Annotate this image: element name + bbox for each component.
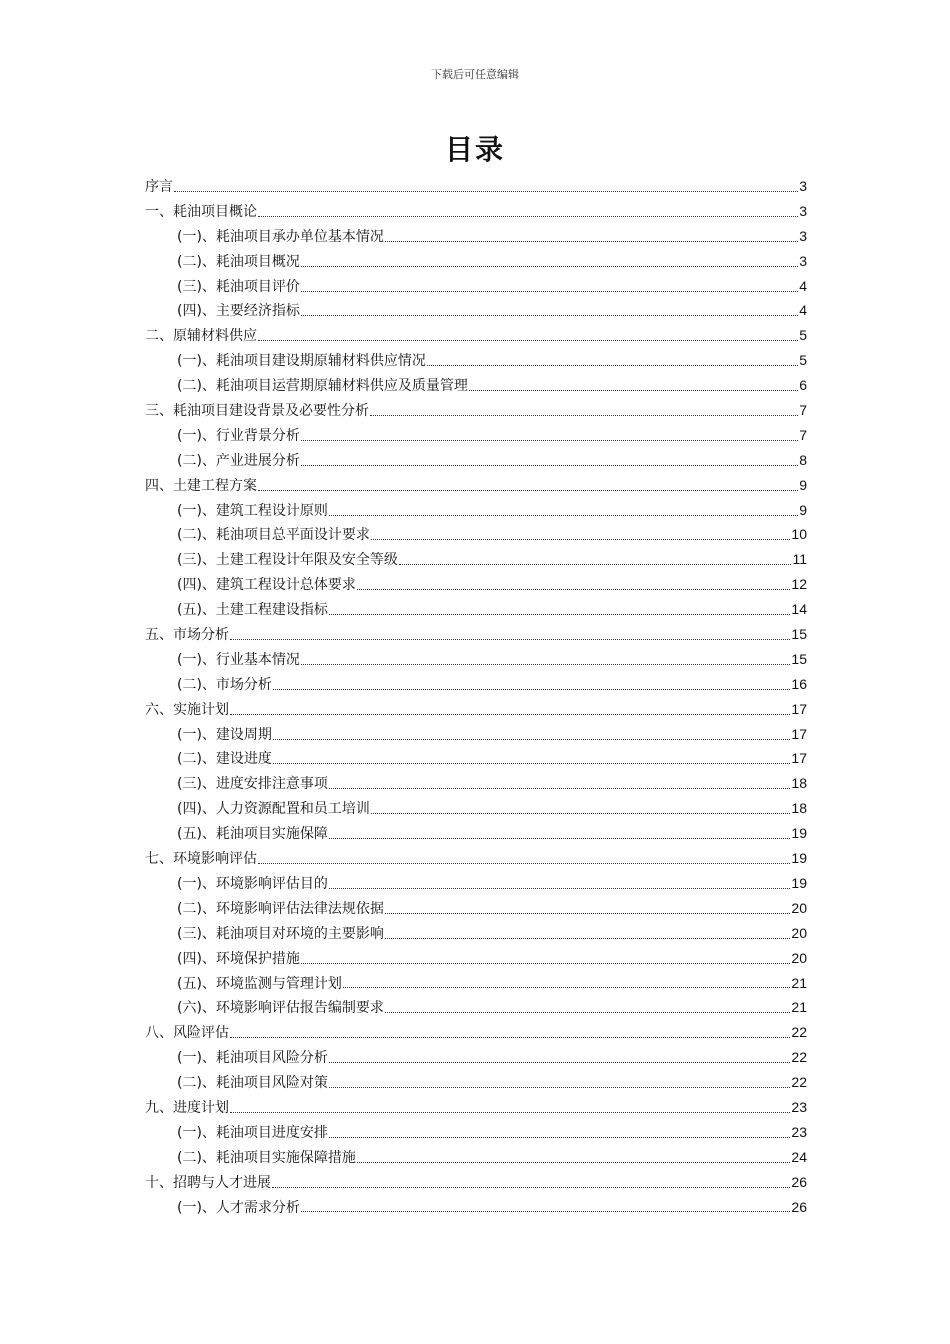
toc-dot-leader bbox=[272, 1187, 790, 1188]
toc-dot-leader bbox=[385, 913, 790, 914]
toc-entry-label: (三)、土建工程设计年限及安全等级 bbox=[177, 552, 398, 569]
toc-dot-leader bbox=[329, 1062, 790, 1063]
toc-entry-page-number: 4 bbox=[799, 302, 807, 319]
toc-entry[interactable] bbox=[145, 448, 807, 473]
toc-entry-page-number: 26 bbox=[791, 1173, 807, 1190]
toc-entry-label: (一)、耗油项目建设期原辅材料供应情况 bbox=[177, 353, 426, 370]
toc-entry-label: (一)、人才需求分析 bbox=[177, 1199, 300, 1216]
toc-entry-label: (一)、耗油项目风险分析 bbox=[177, 1050, 328, 1067]
toc-dot-leader bbox=[258, 340, 798, 341]
toc-dot-leader bbox=[230, 639, 790, 640]
toc-dot-leader bbox=[258, 863, 790, 864]
toc-dot-leader bbox=[357, 589, 790, 590]
toc-entry[interactable] bbox=[145, 572, 807, 597]
toc-entry[interactable] bbox=[145, 249, 807, 274]
toc-entry-page-number: 23 bbox=[791, 1123, 807, 1140]
toc-entry[interactable] bbox=[145, 498, 807, 523]
toc-entry-page-number: 3 bbox=[799, 178, 807, 194]
toc-entry-label: (二)、耗油项目运营期原辅材料供应及质量管理 bbox=[177, 378, 468, 395]
toc-dot-leader bbox=[399, 564, 792, 565]
toc-entry-label: (二)、环境影响评估法律法规依据 bbox=[177, 900, 384, 917]
toc-entry[interactable] bbox=[145, 1120, 807, 1145]
toc-entry-label: 十、招聘与人才进展 bbox=[145, 1174, 271, 1191]
toc-dot-leader bbox=[230, 1037, 790, 1038]
toc-entry-label: (二)、建设进度 bbox=[177, 751, 272, 768]
toc-entry-label: (二)、耗油项目概况 bbox=[177, 253, 300, 270]
toc-entry-page-number: 18 bbox=[791, 800, 807, 817]
toc-entry[interactable] bbox=[145, 1095, 807, 1120]
toc-entry-page-number: 19 bbox=[791, 874, 807, 891]
toc-entry[interactable] bbox=[145, 1070, 807, 1095]
toc-entry-label: (三)、耗油项目对环境的主要影响 bbox=[177, 925, 384, 942]
toc-entry-page-number: 14 bbox=[791, 601, 807, 618]
toc-dot-leader bbox=[258, 216, 798, 217]
toc-entry-page-number: 3 bbox=[799, 202, 807, 219]
toc-entry-label: (二)、市场分析 bbox=[177, 676, 272, 693]
toc-entry-label: (六)、环境影响评估报告编制要求 bbox=[177, 1000, 384, 1017]
toc-dot-leader bbox=[301, 963, 790, 964]
toc-dot-leader bbox=[371, 539, 790, 540]
toc-entry-page-number: 4 bbox=[799, 277, 807, 294]
toc-entry-label: 八、风险评估 bbox=[145, 1025, 229, 1042]
toc-entry-label: (五)、耗油项目实施保障 bbox=[177, 826, 328, 843]
toc-entry-page-number: 18 bbox=[791, 775, 807, 792]
toc-entry[interactable] bbox=[145, 971, 807, 996]
toc-entry-label: (五)、环境监测与管理计划 bbox=[177, 975, 342, 992]
toc-dot-leader bbox=[329, 788, 790, 789]
toc-dot-leader bbox=[273, 763, 790, 764]
toc-entry[interactable] bbox=[145, 547, 807, 572]
toc-entry[interactable] bbox=[145, 995, 807, 1020]
toc-dot-leader bbox=[343, 987, 790, 988]
toc-dot-leader bbox=[329, 1087, 790, 1088]
toc-entry-page-number: 7 bbox=[799, 402, 807, 419]
toc-entry[interactable] bbox=[145, 423, 807, 448]
toc-entry-label: 九、进度计划 bbox=[145, 1099, 229, 1116]
toc-entry-label: (二)、耗油项目风险对策 bbox=[177, 1075, 328, 1092]
toc-entry-page-number: 15 bbox=[791, 650, 807, 667]
toc-entry[interactable] bbox=[145, 871, 807, 896]
toc-entry[interactable] bbox=[145, 821, 807, 846]
toc-entry-page-number: 7 bbox=[799, 426, 807, 443]
toc-entry-label: 六、实施计划 bbox=[145, 701, 229, 718]
toc-entry-page-number: 6 bbox=[799, 377, 807, 394]
toc-entry-label: 一、耗油项目概论 bbox=[145, 203, 257, 220]
toc-dot-leader bbox=[301, 291, 798, 292]
toc-entry-page-number: 19 bbox=[791, 850, 807, 867]
toc-entry[interactable] bbox=[145, 946, 807, 971]
toc-entry-page-number: 3 bbox=[799, 227, 807, 244]
toc-entry-page-number: 9 bbox=[799, 501, 807, 518]
toc-entry[interactable] bbox=[145, 348, 807, 373]
toc-dot-leader bbox=[357, 1162, 790, 1163]
toc-dot-leader bbox=[301, 1211, 790, 1212]
toc-entry[interactable] bbox=[145, 622, 807, 647]
toc-dot-leader bbox=[301, 440, 798, 441]
toc-dot-leader bbox=[174, 191, 798, 192]
toc-entry-label: (四)、主要经济指标 bbox=[177, 303, 300, 320]
toc-entry-label: (四)、人力资源配置和员工培训 bbox=[177, 801, 370, 818]
toc-dot-leader bbox=[385, 1012, 790, 1013]
toc-entry[interactable] bbox=[145, 746, 807, 771]
toc-dot-leader bbox=[329, 888, 790, 889]
toc-entry-label: (四)、环境保护措施 bbox=[177, 950, 300, 967]
toc-dot-leader bbox=[385, 241, 798, 242]
toc-entry-label: (四)、建筑工程设计总体要求 bbox=[177, 577, 356, 594]
toc-entry-label: 四、土建工程方案 bbox=[145, 477, 257, 494]
toc-entry[interactable] bbox=[145, 199, 807, 224]
toc-entry[interactable] bbox=[145, 1020, 807, 1045]
toc-entry-page-number: 21 bbox=[791, 974, 807, 991]
toc-entry[interactable] bbox=[145, 921, 807, 946]
toc-dot-leader bbox=[230, 714, 790, 715]
toc-dot-leader bbox=[329, 838, 790, 839]
toc-entry[interactable] bbox=[145, 597, 807, 622]
toc-entry-label: (二)、产业进展分析 bbox=[177, 452, 300, 469]
toc-title: 目录 bbox=[444, 133, 505, 166]
toc-dot-leader bbox=[301, 266, 798, 267]
toc-entry[interactable] bbox=[145, 398, 807, 423]
toc-entry[interactable] bbox=[145, 522, 807, 547]
toc-entry[interactable] bbox=[145, 771, 807, 796]
table-of-contents bbox=[145, 174, 807, 1219]
toc-entry[interactable] bbox=[145, 1170, 807, 1195]
toc-entry[interactable] bbox=[145, 473, 807, 498]
toc-entry-label: (一)、建设周期 bbox=[177, 726, 272, 743]
toc-entry-label: (一)、建筑工程设计原则 bbox=[177, 502, 328, 519]
toc-dot-leader bbox=[370, 415, 798, 416]
toc-entry[interactable] bbox=[145, 796, 807, 821]
toc-dot-leader bbox=[469, 390, 798, 391]
toc-entry-page-number: 22 bbox=[791, 1049, 807, 1066]
toc-dot-leader bbox=[427, 365, 798, 366]
toc-entry-page-number: 11 bbox=[792, 551, 807, 568]
toc-entry-page-number: 17 bbox=[791, 700, 807, 717]
toc-entry[interactable] bbox=[145, 174, 807, 199]
toc-entry-label: (五)、土建工程建设指标 bbox=[177, 602, 328, 619]
toc-entry[interactable] bbox=[145, 647, 807, 672]
toc-entry-page-number: 26 bbox=[791, 1198, 807, 1215]
toc-entry[interactable] bbox=[145, 846, 807, 871]
toc-entry-label: (一)、行业背景分析 bbox=[177, 427, 300, 444]
toc-entry-page-number: 5 bbox=[799, 327, 807, 344]
toc-entry-page-number: 5 bbox=[799, 352, 807, 369]
toc-entry-label: 序言 bbox=[145, 179, 173, 195]
toc-entry-page-number: 19 bbox=[791, 825, 807, 842]
toc-entry-page-number: 17 bbox=[791, 725, 807, 742]
toc-entry[interactable] bbox=[145, 697, 807, 722]
toc-dot-leader bbox=[273, 739, 790, 740]
header-note: 下载后可任意编辑 bbox=[431, 68, 519, 81]
toc-entry-label: (一)、耗油项目承办单位基本情况 bbox=[177, 228, 384, 245]
toc-entry-page-number: 23 bbox=[791, 1098, 807, 1115]
toc-entry[interactable] bbox=[145, 224, 807, 249]
toc-entry-label: 五、市场分析 bbox=[145, 627, 229, 644]
toc-entry-page-number: 15 bbox=[791, 626, 807, 643]
toc-entry[interactable] bbox=[145, 298, 807, 323]
toc-entry-page-number: 8 bbox=[799, 451, 807, 468]
toc-entry[interactable] bbox=[145, 1195, 807, 1220]
toc-dot-leader bbox=[301, 664, 790, 665]
toc-entry-label: (三)、进度安排注意事项 bbox=[177, 776, 328, 793]
toc-entry-page-number: 22 bbox=[791, 1074, 807, 1091]
toc-entry-label: (二)、耗油项目实施保障措施 bbox=[177, 1149, 356, 1166]
toc-entry-label: 七、环境影响评估 bbox=[145, 851, 257, 868]
toc-entry[interactable] bbox=[145, 1145, 807, 1170]
toc-dot-leader bbox=[329, 1137, 790, 1138]
toc-entry-page-number: 12 bbox=[791, 576, 807, 593]
toc-entry[interactable] bbox=[145, 722, 807, 747]
toc-dot-leader bbox=[371, 813, 790, 814]
toc-entry[interactable] bbox=[145, 373, 807, 398]
toc-entry-page-number: 20 bbox=[791, 924, 807, 941]
toc-dot-leader bbox=[273, 689, 790, 690]
toc-entry-label: (二)、耗油项目总平面设计要求 bbox=[177, 527, 370, 544]
toc-entry-label: 二、原辅材料供应 bbox=[145, 328, 257, 345]
toc-entry[interactable] bbox=[145, 672, 807, 697]
toc-entry-label: (一)、行业基本情况 bbox=[177, 651, 300, 668]
toc-dot-leader bbox=[301, 465, 798, 466]
toc-dot-leader bbox=[258, 490, 798, 491]
toc-dot-leader bbox=[329, 515, 798, 516]
toc-entry-page-number: 17 bbox=[791, 750, 807, 767]
toc-dot-leader bbox=[329, 614, 790, 615]
toc-entry-page-number: 3 bbox=[799, 252, 807, 269]
toc-entry-page-number: 9 bbox=[799, 476, 807, 493]
toc-entry[interactable] bbox=[145, 1045, 807, 1070]
toc-entry[interactable] bbox=[145, 896, 807, 921]
toc-entry-label: 三、耗油项目建设背景及必要性分析 bbox=[145, 403, 369, 420]
toc-entry-page-number: 21 bbox=[791, 999, 807, 1016]
toc-entry[interactable] bbox=[145, 323, 807, 348]
toc-entry-page-number: 10 bbox=[791, 526, 807, 543]
toc-entry-page-number: 20 bbox=[791, 899, 807, 916]
toc-dot-leader bbox=[301, 315, 798, 316]
toc-entry-page-number: 22 bbox=[791, 1024, 807, 1041]
toc-entry-page-number: 16 bbox=[791, 675, 807, 692]
toc-entry-label: (一)、耗油项目进度安排 bbox=[177, 1124, 328, 1141]
toc-entry-label: (三)、耗油项目评价 bbox=[177, 278, 300, 295]
toc-entry[interactable] bbox=[145, 274, 807, 299]
toc-entry-page-number: 20 bbox=[791, 949, 807, 966]
toc-entry-label: (一)、环境影响评估目的 bbox=[177, 875, 328, 892]
toc-dot-leader bbox=[385, 938, 790, 939]
toc-entry-page-number: 24 bbox=[791, 1148, 807, 1165]
toc-dot-leader bbox=[230, 1112, 790, 1113]
